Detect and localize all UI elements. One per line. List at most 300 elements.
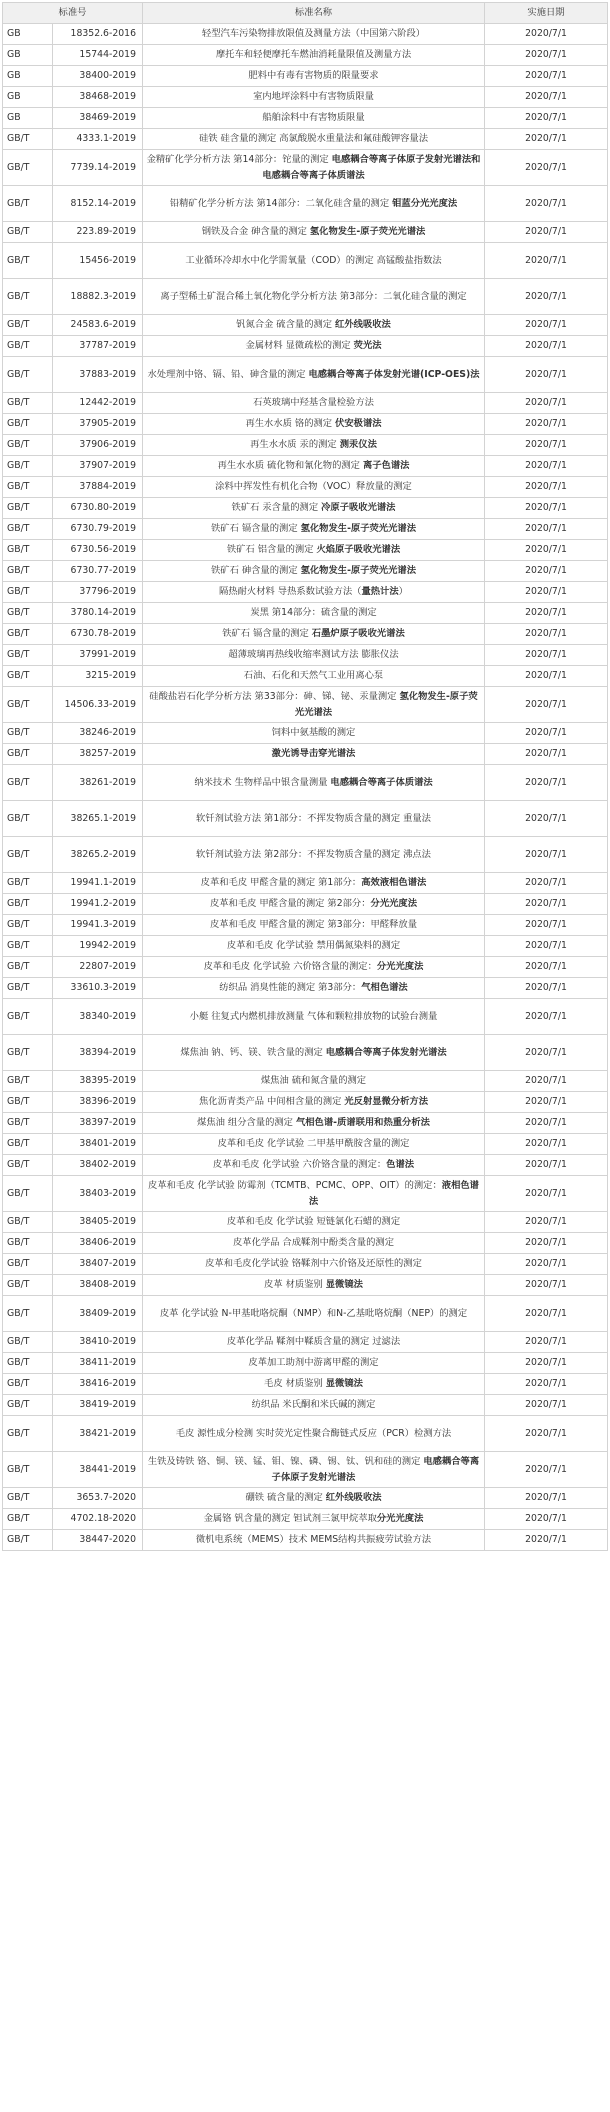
standard-name-text: 摩托车和轻便摩托车燃油消耗量限值及测量方法 xyxy=(215,49,412,61)
standard-number-cell: 38416-2019 xyxy=(53,1374,143,1395)
implementation-date-cell: 2020/7/1 xyxy=(485,837,608,873)
standard-type-cell: GB xyxy=(3,66,53,87)
standard-name-cell xyxy=(143,519,485,540)
standard-number-cell: 37905-2019 xyxy=(53,414,143,435)
standard-name-cell xyxy=(143,1530,485,1551)
standard-type-cell: GB/T xyxy=(3,957,53,978)
table-row xyxy=(3,1416,608,1452)
test-method-text: 钼蓝分光光度法 xyxy=(392,197,458,209)
standard-name-cell xyxy=(143,915,485,936)
implementation-date-cell: 2020/7/1 xyxy=(485,603,608,624)
standard-number-cell: 19941.2-2019 xyxy=(53,894,143,915)
standard-type-cell: GB/T xyxy=(3,723,53,744)
implementation-date-cell: 2020/7/1 xyxy=(485,1071,608,1092)
standard-number-cell: 38408-2019 xyxy=(53,1275,143,1296)
standard-number-cell: 38469-2019 xyxy=(53,108,143,129)
standard-name-text: 微机电系统（MEMS）技术 MEMS结构共振疲劳试验方法 xyxy=(195,1534,432,1546)
table-row xyxy=(3,222,608,243)
implementation-date-cell: 2020/7/1 xyxy=(485,894,608,915)
standard-number-cell: 38401-2019 xyxy=(53,1134,143,1155)
implementation-date-cell: 2020/7/1 xyxy=(485,129,608,150)
standard-number-cell: 38447-2020 xyxy=(53,1530,143,1551)
standard-name-cell xyxy=(143,279,485,315)
table-row xyxy=(3,561,608,582)
standard-name-cell xyxy=(143,1395,485,1416)
standard-number-cell: 38403-2019 xyxy=(53,1176,143,1212)
table-row xyxy=(3,723,608,744)
standard-name-text: 毛皮 材质鉴别 xyxy=(264,1378,326,1390)
implementation-date-cell: 2020/7/1 xyxy=(485,978,608,999)
implementation-date-cell: 2020/7/1 xyxy=(485,1155,608,1176)
standard-name-text: 硼铁 硫含量的测定 xyxy=(245,1492,326,1504)
implementation-date-cell: 2020/7/1 xyxy=(485,1233,608,1254)
standard-name-text: 皮革和毛皮 化学试验 六价铬含量的测定： xyxy=(203,961,377,973)
standard-type-cell: GB/T xyxy=(3,357,53,393)
table-row xyxy=(3,1035,608,1071)
test-method-text: 激光诱导击穿光谱法 xyxy=(271,748,356,760)
standard-number-cell: 3780.14-2019 xyxy=(53,603,143,624)
standard-name-text: 石英玻璃中羟基含量检验方法 xyxy=(253,397,374,409)
standard-name-cell xyxy=(143,1254,485,1275)
standard-name-cell xyxy=(143,582,485,603)
standard-name-cell xyxy=(143,801,485,837)
standard-number-cell: 37906-2019 xyxy=(53,435,143,456)
standard-name-cell xyxy=(143,1353,485,1374)
table-row xyxy=(3,1296,608,1332)
implementation-date-cell: 2020/7/1 xyxy=(485,477,608,498)
standard-type-cell: GB/T xyxy=(3,1233,53,1254)
implementation-date-cell: 2020/7/1 xyxy=(485,519,608,540)
table-row xyxy=(3,1134,608,1155)
test-method-text: 电感耦合等离子体发射光谱(ICP-OES)法 xyxy=(308,368,480,380)
standard-name-cell xyxy=(143,666,485,687)
implementation-date-cell: 2020/7/1 xyxy=(485,357,608,393)
implementation-date-cell: 2020/7/1 xyxy=(485,1212,608,1233)
standard-type-cell: GB/T xyxy=(3,477,53,498)
standard-number-cell: 6730.56-2019 xyxy=(53,540,143,561)
table-row xyxy=(3,393,608,414)
table-row xyxy=(3,1509,608,1530)
standard-number-cell: 38397-2019 xyxy=(53,1113,143,1134)
standard-name-cell xyxy=(143,723,485,744)
standard-number-cell: 38246-2019 xyxy=(53,723,143,744)
standard-number-cell: 6730.78-2019 xyxy=(53,624,143,645)
standard-name-text: 毛皮 源性成分检测 实时荧光定性聚合酶链式反应（PCR）检测方法 xyxy=(175,1427,452,1439)
table-row xyxy=(3,1452,608,1488)
standard-number-cell: 38396-2019 xyxy=(53,1092,143,1113)
standards-table xyxy=(2,2,608,1551)
table-row xyxy=(3,498,608,519)
standard-number-cell: 38257-2019 xyxy=(53,744,143,765)
table-row xyxy=(3,603,608,624)
standard-name-text: 纳米技术 生物样品中银含量测量 xyxy=(194,776,331,788)
standard-number-cell: 12442-2019 xyxy=(53,393,143,414)
standard-name-cell xyxy=(143,108,485,129)
standard-name-cell xyxy=(143,315,485,336)
standard-number-cell: 38410-2019 xyxy=(53,1332,143,1353)
implementation-date-cell: 2020/7/1 xyxy=(485,1092,608,1113)
standard-name-text: 涂料中挥发性有机化合物（VOC）释放量的测定 xyxy=(215,481,412,493)
standard-name-cell xyxy=(143,936,485,957)
standard-name-cell xyxy=(143,414,485,435)
standard-name-cell xyxy=(143,873,485,894)
standard-name-text: 皮革化学品 合成鞣剂中酚类含量的测定 xyxy=(232,1237,394,1249)
implementation-date-cell: 2020/7/1 xyxy=(485,414,608,435)
standard-type-cell: GB/T xyxy=(3,1212,53,1233)
standard-name-text: 铁矿石 砷含量的测定 xyxy=(210,565,301,577)
standard-number-cell: 38400-2019 xyxy=(53,66,143,87)
standard-type-cell: GB/T xyxy=(3,129,53,150)
standard-number-cell: 3653.7-2020 xyxy=(53,1488,143,1509)
standard-type-cell: GB/T xyxy=(3,894,53,915)
standard-number-cell: 38395-2019 xyxy=(53,1071,143,1092)
implementation-date-cell: 2020/7/1 xyxy=(485,435,608,456)
table-row xyxy=(3,243,608,279)
standard-name-text: 船舶涂料中有害物质限量 xyxy=(262,112,365,124)
standard-number-cell: 38407-2019 xyxy=(53,1254,143,1275)
standard-number-cell: 38421-2019 xyxy=(53,1416,143,1452)
table-row xyxy=(3,519,608,540)
table-row xyxy=(3,915,608,936)
standard-type-cell: GB/T xyxy=(3,645,53,666)
standard-name-text: 钢铁及合金 砷含量的测定 xyxy=(201,226,310,238)
standard-name-cell xyxy=(143,1155,485,1176)
implementation-date-cell: 2020/7/1 xyxy=(485,1176,608,1212)
standard-type-cell: GB/T xyxy=(3,186,53,222)
standard-name-text: 金属铬 钒含量的测定 钽试剂三氯甲烷萃取 xyxy=(203,1513,377,1525)
test-method-text: 光反射显微分析方法 xyxy=(344,1096,429,1108)
standard-name-text: 皮革 材质鉴别 xyxy=(264,1279,326,1291)
standard-name-cell xyxy=(143,1452,485,1488)
standard-type-cell: GB/T xyxy=(3,1155,53,1176)
standard-name-text: 皮革 化学试验 N-甲基吡咯烷酮（NMP）和N-乙基吡咯烷酮（NEP）的测定 xyxy=(159,1307,468,1319)
standard-type-cell: GB/T xyxy=(3,1530,53,1551)
standard-name-text: 软钎剂试验方法 第2部分：不挥发物质含量的测定 沸点法 xyxy=(196,848,431,860)
test-method-text: 测汞仪法 xyxy=(339,439,377,451)
standard-type-cell: GB/T xyxy=(3,1035,53,1071)
standard-name-text: 煤焦油 钠、钙、镁、铁含量的测定 xyxy=(180,1046,326,1058)
standard-number-cell: 15744-2019 xyxy=(53,45,143,66)
standard-type-cell: GB/T xyxy=(3,1509,53,1530)
test-method-text: 石墨炉原子吸收光谱法 xyxy=(311,628,405,640)
implementation-date-cell: 2020/7/1 xyxy=(485,687,608,723)
table-row xyxy=(3,435,608,456)
standard-name-text: 工业循环冷却水中化学需氧量（COD）的测定 高锰酸盐指数法 xyxy=(185,254,442,266)
standard-name-suffix: ） xyxy=(398,586,408,598)
standard-type-cell: GB/T xyxy=(3,1353,53,1374)
standard-name-cell xyxy=(143,765,485,801)
standard-type-cell: GB/T xyxy=(3,666,53,687)
standard-type-cell: GB/T xyxy=(3,744,53,765)
standard-type-cell: GB/T xyxy=(3,936,53,957)
standard-number-cell: 24583.6-2019 xyxy=(53,315,143,336)
table-row xyxy=(3,1113,608,1134)
standard-number-cell: 19942-2019 xyxy=(53,936,143,957)
header-standard-number: 标准号 xyxy=(3,3,143,24)
standard-number-cell: 37787-2019 xyxy=(53,336,143,357)
standard-type-cell: GB/T xyxy=(3,999,53,1035)
test-method-text: 分光光度法 xyxy=(370,898,418,910)
table-row xyxy=(3,108,608,129)
standard-type-cell: GB/T xyxy=(3,150,53,186)
implementation-date-cell: 2020/7/1 xyxy=(485,936,608,957)
table-row xyxy=(3,801,608,837)
implementation-date-cell: 2020/7/1 xyxy=(485,1275,608,1296)
standard-type-cell: GB/T xyxy=(3,687,53,723)
implementation-date-cell: 2020/7/1 xyxy=(485,561,608,582)
standard-type-cell: GB/T xyxy=(3,837,53,873)
standard-number-cell: 38265.1-2019 xyxy=(53,801,143,837)
standard-number-cell: 4702.18-2020 xyxy=(53,1509,143,1530)
standard-type-cell: GB xyxy=(3,24,53,45)
table-row xyxy=(3,24,608,45)
table-row xyxy=(3,1233,608,1254)
standard-type-cell: GB/T xyxy=(3,1092,53,1113)
implementation-date-cell: 2020/7/1 xyxy=(485,150,608,186)
table-row xyxy=(3,1353,608,1374)
standard-name-cell xyxy=(143,456,485,477)
implementation-date-cell: 2020/7/1 xyxy=(485,582,608,603)
standard-name-text: 炭黑 第14部分：硫含量的测定 xyxy=(250,607,377,619)
standard-name-cell xyxy=(143,1113,485,1134)
standard-number-cell: 37991-2019 xyxy=(53,645,143,666)
standard-number-cell: 33610.3-2019 xyxy=(53,978,143,999)
standard-number-cell: 4333.1-2019 xyxy=(53,129,143,150)
table-row xyxy=(3,477,608,498)
standard-number-cell: 37796-2019 xyxy=(53,582,143,603)
standard-name-text: 生铁及铸铁 铬、铜、镁、锰、钼、镍、磷、锡、钛、钒和硅的测定 xyxy=(147,1456,424,1468)
standard-name-text: 焦化沥青类产品 中间相含量的测定 xyxy=(198,1096,345,1108)
standard-name-text: 煤焦油 硫和氮含量的测定 xyxy=(260,1075,367,1087)
standard-name-text: 纺织品 米氏酮和米氏碱的测定 xyxy=(251,1399,376,1411)
implementation-date-cell: 2020/7/1 xyxy=(485,765,608,801)
standard-type-cell: GB/T xyxy=(3,279,53,315)
standard-name-text: 铁矿石 镉含量的测定 xyxy=(222,628,312,640)
standard-type-cell: GB/T xyxy=(3,1332,53,1353)
standard-number-cell: 18352.6-2016 xyxy=(53,24,143,45)
standard-number-cell: 38402-2019 xyxy=(53,1155,143,1176)
standard-name-cell xyxy=(143,150,485,186)
test-method-text: 气相色谱法 xyxy=(361,982,408,994)
standard-number-cell: 19941.1-2019 xyxy=(53,873,143,894)
table-row xyxy=(3,87,608,108)
implementation-date-cell: 2020/7/1 xyxy=(485,873,608,894)
standard-name-text: 铁矿石 铝含量的测定 xyxy=(226,544,317,556)
table-row xyxy=(3,66,608,87)
standard-number-cell: 37883-2019 xyxy=(53,357,143,393)
implementation-date-cell: 2020/7/1 xyxy=(485,999,608,1035)
standard-number-cell: 6730.80-2019 xyxy=(53,498,143,519)
standard-name-text: 软钎剂试验方法 第1部分：不挥发物质含量的测定 重量法 xyxy=(196,812,431,824)
standard-type-cell: GB/T xyxy=(3,1113,53,1134)
test-method-text: 红外线吸收法 xyxy=(325,1492,382,1504)
implementation-date-cell: 2020/7/1 xyxy=(485,186,608,222)
table-row xyxy=(3,1071,608,1092)
standard-name-text: 小艇 往复式内燃机排放测量 气体和颗粒排放物的试验台测量 xyxy=(189,1010,438,1022)
standard-type-cell: GB/T xyxy=(3,1296,53,1332)
standard-name-cell xyxy=(143,978,485,999)
table-row xyxy=(3,1212,608,1233)
standard-type-cell: GB/T xyxy=(3,540,53,561)
table-row xyxy=(3,978,608,999)
table-row xyxy=(3,873,608,894)
standard-name-cell xyxy=(143,1296,485,1332)
test-method-text: 电感耦合等离子体质谱法 xyxy=(330,776,433,788)
table-header-row xyxy=(3,3,608,24)
test-method-text: 氢化物发生-原子荧光光谱法 xyxy=(309,226,426,238)
standard-name-text: 铁矿石 汞含量的测定 xyxy=(231,502,322,514)
implementation-date-cell: 2020/7/1 xyxy=(485,66,608,87)
standard-type-cell: GB/T xyxy=(3,1452,53,1488)
standard-number-cell: 19941.3-2019 xyxy=(53,915,143,936)
standard-name-cell xyxy=(143,1134,485,1155)
standard-type-cell: GB/T xyxy=(3,801,53,837)
standard-name-cell xyxy=(143,1488,485,1509)
implementation-date-cell: 2020/7/1 xyxy=(485,1353,608,1374)
implementation-date-cell: 2020/7/1 xyxy=(485,315,608,336)
test-method-text: 显微镜法 xyxy=(325,1279,363,1291)
standard-name-text: 皮革和毛皮 甲醛含量的测定 第1部分： xyxy=(200,877,362,889)
standard-number-cell: 7739.14-2019 xyxy=(53,150,143,186)
standard-name-cell xyxy=(143,435,485,456)
standard-type-cell: GB/T xyxy=(3,456,53,477)
implementation-date-cell: 2020/7/1 xyxy=(485,1254,608,1275)
table-row xyxy=(3,150,608,186)
implementation-date-cell: 2020/7/1 xyxy=(485,1035,608,1071)
standard-type-cell: GB xyxy=(3,108,53,129)
standard-name-text: 超薄玻璃再热线收缩率测试方法 膨胀仪法 xyxy=(228,649,399,661)
test-method-text: 分光光度法 xyxy=(376,961,424,973)
standard-type-cell: GB/T xyxy=(3,915,53,936)
standard-number-cell: 38409-2019 xyxy=(53,1296,143,1332)
test-method-text: 离子色谱法 xyxy=(362,460,410,472)
standard-name-cell xyxy=(143,243,485,279)
table-row xyxy=(3,129,608,150)
test-method-text: 分光光度法 xyxy=(376,1513,424,1525)
implementation-date-cell: 2020/7/1 xyxy=(485,744,608,765)
table-row xyxy=(3,540,608,561)
standard-name-cell xyxy=(143,393,485,414)
standard-type-cell: GB/T xyxy=(3,1488,53,1509)
standard-number-cell: 8152.14-2019 xyxy=(53,186,143,222)
standard-number-cell: 37884-2019 xyxy=(53,477,143,498)
test-method-text: 红外线吸收法 xyxy=(335,319,391,331)
standard-type-cell: GB/T xyxy=(3,1275,53,1296)
header-standard-name: 标准名称 xyxy=(143,3,485,24)
table-row xyxy=(3,582,608,603)
implementation-date-cell: 2020/7/1 xyxy=(485,1113,608,1134)
standard-name-text: 金属材料 显微疏松的测定 xyxy=(245,340,354,352)
standard-name-text: 离子型稀土矿混合稀土氧化物化学分析方法 第3部分：二氧化硅含量的测定 xyxy=(160,290,467,302)
implementation-date-cell: 2020/7/1 xyxy=(485,87,608,108)
test-method-text: 荧光法 xyxy=(353,340,382,352)
standard-type-cell: GB/T xyxy=(3,414,53,435)
standard-number-cell: 38406-2019 xyxy=(53,1233,143,1254)
test-method-text: 伏安极谱法 xyxy=(335,418,382,430)
test-method-text: 显微镜法 xyxy=(325,1378,363,1390)
standard-type-cell: GB/T xyxy=(3,1254,53,1275)
standard-name-cell xyxy=(143,1233,485,1254)
standard-type-cell: GB/T xyxy=(3,1395,53,1416)
implementation-date-cell: 2020/7/1 xyxy=(485,801,608,837)
standard-name-text: 皮革和毛皮 化学试验 短链氯化石蜡的测定 xyxy=(226,1216,401,1228)
standard-type-cell: GB/T xyxy=(3,222,53,243)
implementation-date-cell: 2020/7/1 xyxy=(485,1530,608,1551)
table-row xyxy=(3,1332,608,1353)
implementation-date-cell: 2020/7/1 xyxy=(485,1134,608,1155)
table-row xyxy=(3,936,608,957)
implementation-date-cell: 2020/7/1 xyxy=(485,540,608,561)
standard-type-cell: GB/T xyxy=(3,336,53,357)
table-row xyxy=(3,1374,608,1395)
standard-name-cell xyxy=(143,1035,485,1071)
standard-name-text: 水处理剂中铬、镉、铅、砷含量的测定 xyxy=(147,368,309,380)
table-row xyxy=(3,1530,608,1551)
implementation-date-cell: 2020/7/1 xyxy=(485,393,608,414)
standard-name-text: 轻型汽车污染物排放限值及测量方法（中国第六阶段） xyxy=(201,28,426,40)
test-method-text: 火焰原子吸收光谱法 xyxy=(316,544,401,556)
standard-type-cell: GB/T xyxy=(3,873,53,894)
standard-name-cell xyxy=(143,624,485,645)
standard-name-cell xyxy=(143,186,485,222)
standard-name-cell xyxy=(143,336,485,357)
implementation-date-cell: 2020/7/1 xyxy=(485,723,608,744)
implementation-date-cell: 2020/7/1 xyxy=(485,1332,608,1353)
header-implementation-date: 实施日期 xyxy=(485,3,608,24)
standard-name-text: 再生水水质 铬的测定 xyxy=(245,418,336,430)
table-row xyxy=(3,666,608,687)
test-method-text: 电感耦合等离子体原子发射光谱法 xyxy=(271,1456,480,1483)
table-row xyxy=(3,279,608,315)
standard-name-text: 铁矿石 镉含量的测定 xyxy=(210,523,301,535)
standard-name-text: 煤焦油 组分含量的测定 xyxy=(197,1117,296,1129)
standard-name-text: 再生水水质 硫化物和氰化物的测定 xyxy=(217,460,363,472)
standard-number-cell: 15456-2019 xyxy=(53,243,143,279)
implementation-date-cell: 2020/7/1 xyxy=(485,1296,608,1332)
table-row xyxy=(3,624,608,645)
standard-name-text: 金精矿化学分析方法 第14部分：铊量的测定 xyxy=(146,154,332,166)
standard-number-cell: 38468-2019 xyxy=(53,87,143,108)
standard-name-cell xyxy=(143,1212,485,1233)
standard-type-cell: GB/T xyxy=(3,624,53,645)
table-row xyxy=(3,1488,608,1509)
standard-name-text: 室内地坪涂料中有害物质限量 xyxy=(253,91,374,103)
table-row xyxy=(3,1395,608,1416)
table-row xyxy=(3,645,608,666)
standard-name-cell xyxy=(143,645,485,666)
standard-name-cell xyxy=(143,129,485,150)
table-row xyxy=(3,1176,608,1212)
standard-name-cell xyxy=(143,1374,485,1395)
standard-type-cell: GB/T xyxy=(3,519,53,540)
standard-type-cell: GB xyxy=(3,45,53,66)
standard-name-text: 皮革化学品 鞣剂中鞣质含量的测定 过滤法 xyxy=(226,1336,401,1348)
standard-name-cell xyxy=(143,1332,485,1353)
implementation-date-cell: 2020/7/1 xyxy=(485,498,608,519)
table-row xyxy=(3,744,608,765)
table-row xyxy=(3,687,608,723)
standard-name-cell xyxy=(143,957,485,978)
standard-name-text: 皮革和毛皮 化学试验 二甲基甲酰胺含量的测定 xyxy=(217,1138,410,1150)
table-row xyxy=(3,999,608,1035)
standard-number-cell: 22807-2019 xyxy=(53,957,143,978)
standard-name-cell xyxy=(143,687,485,723)
standard-name-text: 硅铁 硅含量的测定 高氯酸脱水重量法和氟硅酸钾容量法 xyxy=(198,133,429,145)
standard-name-cell xyxy=(143,498,485,519)
test-method-text: 液相色谱法 xyxy=(308,1180,479,1207)
standard-number-cell: 38405-2019 xyxy=(53,1212,143,1233)
standard-name-text: 硅酸盐岩石化学分析方法 第33部分：砷、锑、铋、汞量测定 xyxy=(149,691,400,703)
